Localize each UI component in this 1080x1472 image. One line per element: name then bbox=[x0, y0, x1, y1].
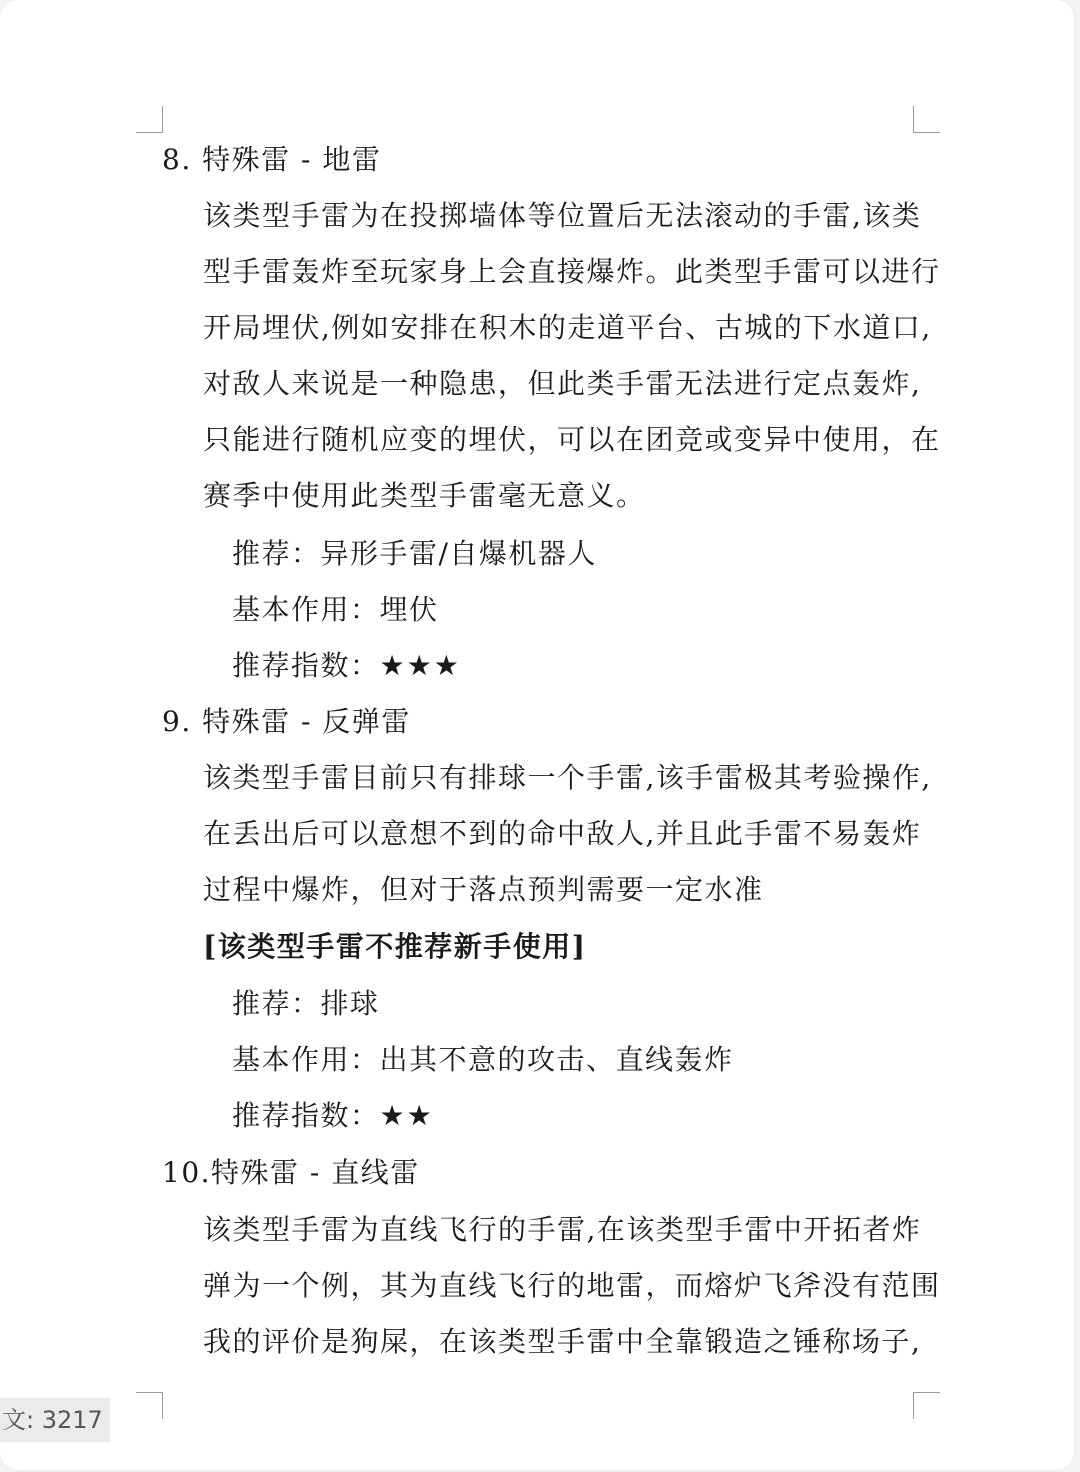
basic-use-line: 基本作用：出其不意的攻击、直线轰炸 bbox=[232, 1043, 734, 1076]
margin-corner-top-right bbox=[913, 106, 940, 133]
warning-note: [该类型手雷不推荐新手使用] bbox=[203, 930, 587, 963]
paragraph-line: 过程中爆炸，但对于落点预判需要一定水准 bbox=[203, 873, 764, 906]
recommend-line: 推荐：排球 bbox=[232, 987, 380, 1020]
paragraph-line: 对敌人来说是一种隐患，但此类手雷无法进行定点轰炸, bbox=[203, 367, 922, 400]
margin-corner-bottom-right bbox=[913, 1392, 940, 1419]
rating-label: 推荐指数： bbox=[232, 1099, 380, 1132]
rating-line bbox=[232, 646, 461, 686]
paragraph-line: 在丢出后可以意想不到的命中敌人,并且此手雷不易轰炸 bbox=[203, 817, 922, 850]
paragraph-line: 型手雷轰炸至玩家身上会直接爆炸。此类型手雷可以进行 bbox=[203, 255, 941, 288]
basic-use-line: 基本作用：埋伏 bbox=[232, 593, 439, 626]
rating-line bbox=[232, 1096, 434, 1136]
rating-label: 推荐指数： bbox=[232, 649, 380, 682]
section-heading: 10.特殊雷 - 直线雷 bbox=[162, 1156, 420, 1189]
paragraph-line: 该类型手雷为在投掷墙体等位置后无法滚动的手雷,该类 bbox=[203, 199, 922, 232]
paragraph-line: 该类型手雷为直线飞行的手雷,在该类型手雷中开拓者炸 bbox=[203, 1213, 922, 1246]
section-heading: 9. 特殊雷 - 反弹雷 bbox=[162, 705, 411, 738]
word-count-badge[interactable]: 文: 3217 bbox=[0, 1398, 110, 1442]
paragraph-line: 该类型手雷目前只有排球一个手雷,该手雷极其考验操作, bbox=[203, 761, 932, 794]
paragraph-line: 弹为一个例，其为直线飞行的地雷，而熔炉飞斧没有范围 bbox=[203, 1269, 941, 1302]
margin-corner-top-left bbox=[136, 106, 163, 133]
rating-stars: ★★★ bbox=[379, 649, 461, 682]
margin-corner-bottom-left bbox=[136, 1392, 163, 1419]
paragraph-line: 我的评价是狗屎，在该类型手雷中全靠锻造之锤称场子, bbox=[203, 1325, 922, 1358]
recommend-line: 推荐：异形手雷/自爆机器人 bbox=[232, 537, 597, 570]
paragraph-line: 开局埋伏,例如安排在积木的走道平台、古城的下水道口, bbox=[203, 311, 932, 344]
paragraph-line: 赛季中使用此类型手雷毫无意义。 bbox=[203, 479, 646, 512]
rating-stars: ★★ bbox=[379, 1099, 434, 1132]
section-heading: 8. 特殊雷 - 地雷 bbox=[162, 143, 382, 176]
paragraph-line: 只能进行随机应变的埋伏，可以在团竞或变异中使用，在 bbox=[203, 423, 941, 456]
